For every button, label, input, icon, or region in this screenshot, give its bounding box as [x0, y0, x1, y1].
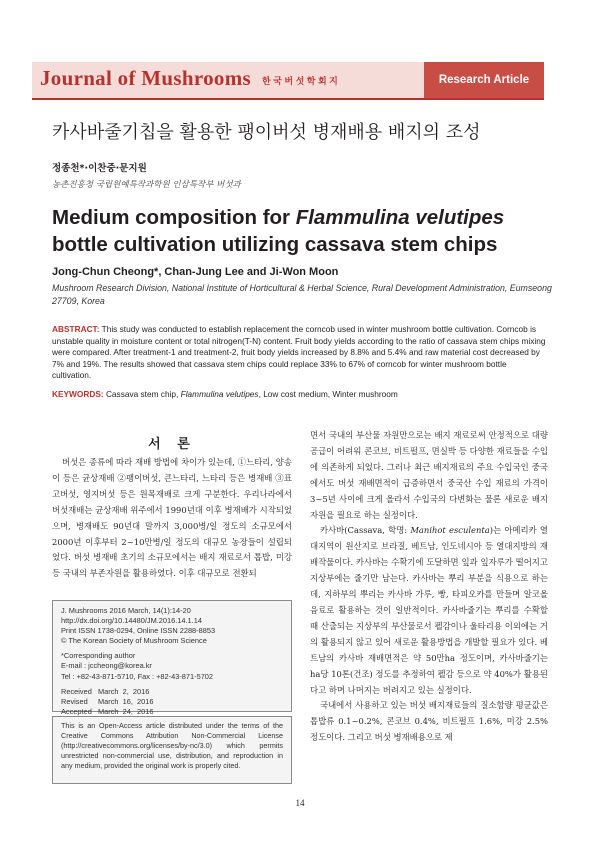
received-date: Received March 2, 2016	[61, 686, 150, 696]
section-title-introduction: 서 론	[148, 437, 196, 452]
left-column	[52, 455, 292, 582]
page-number: 14	[295, 798, 305, 808]
corresponding-author-label: *Corresponding author	[61, 651, 136, 661]
keywords-text-1: Cassava stem chip,	[105, 389, 181, 399]
scientific-name: Manihot esculenta	[410, 525, 490, 536]
english-title-part1: Medium composition for	[52, 206, 296, 229]
open-access-notice: This is an Open-Access article distributed under the terms of the Creative Commons Attribution Non-Commercial License (http://creativecommons.org/licenses/by-nc/3.0) which permits unrestricted non-commercial use, distribution, and reproduction in any medium, provided the original work is properly cited.	[52, 716, 292, 784]
issn: Print ISSN 1738-0294, Online ISSN 2288-8853	[61, 626, 216, 636]
copyright: © The Korean Society of Mushroom Science	[61, 636, 207, 646]
header-rule	[32, 98, 544, 100]
abstract-label: ABSTRACT:	[52, 324, 100, 334]
article-info-box	[52, 600, 292, 716]
article-type-badge: Research Article	[424, 62, 544, 98]
korean-affiliation: 농촌진흥청 국립원예특작과학원 인삼특작부 버섯과	[52, 180, 241, 190]
abstract	[52, 324, 548, 382]
abstract-text: This study was conducted to establish replacement the corncob used in winter mushroom bottle cultivation. Corncob is unstable quality in moisture content or total nitrogen(T-N) content. Fruit body yields according to the ratio of cassava stem chips mixing were compared. After treatment-1 and treatment-2, fruit body yields increased by 8.8% and 5.4% and raw material cost decreased by 7% and 19%. The results showed that cassava stem chips could replace 33% to 67% of corncob for winter mushroom bottle cultivation.	[52, 324, 546, 381]
body-paragraph	[310, 523, 548, 698]
keywords	[52, 389, 548, 399]
body-paragraph: 국내에서 사용하고 있는 버섯 배지재료들의 질소함량 평균값은 톱밥류 0.1~0.2%, 콘코브 0.4%, 비트펄프 1.6%, 미강 2.5% 정도이다. 그리고 버섯 병재배용으로 제	[310, 700, 548, 743]
right-column	[310, 428, 548, 746]
korean-authors: 정종천*·이찬중·문지원	[52, 163, 147, 174]
keywords-species: Flammulina velutipes	[180, 389, 259, 399]
doi-link[interactable]: http://dx.doi.org/10.14480/JM.2016.14.1.14	[61, 616, 202, 626]
english-title	[52, 204, 552, 258]
english-title-part2: bottle cultivation utilizing cassava stem chips	[52, 233, 498, 256]
citation: J. Mushrooms 2016 March, 14(1):14-20	[61, 606, 191, 615]
journal-title: Journal of Mushrooms	[40, 66, 251, 90]
email: E-mail : jccheong@korea.kr	[61, 661, 152, 671]
body-paragraph: 면서 국내의 부산물 자원만으로는 배지 재료로써 안정적으로 대량 공급이 어려워 콘코브, 비트펄프, 면실박 등 다양한 재료들을 수입에 의존하게 되었다. 그러나 최근 배지재료의 주요 수입국인 중국에서도 버섯 재배면적이 급증하면서 중국산 수입 재료의 가격이 3~5년 사이에 크게 올라서 수입국의 다변화는 물론 새로운 배지 자원을 필요로 하는 실정이다.	[310, 430, 548, 520]
society-name: 한국버섯학회지	[262, 77, 341, 87]
keywords-label: KEYWORDS:	[52, 389, 104, 399]
english-authors: Jong-Chun Cheong*, Chan-Jung Lee and Ji-Won Moon	[52, 266, 339, 278]
english-affiliation: Mushroom Research Division, National Institute of Horticultural & Herbal Science, Rural Development Administration, Eumseong 27709, Korea	[52, 283, 552, 306]
body-paragraph: 버섯은 종류에 따라 재배 방법에 차이가 있는데, ①느타리, 양송이 등은 균상재배 ②팽이버섯, 큰느타리, 느타리 등은 병재배 ③표고버섯, 영지버섯 등은 원목재배로 크게 구분한다. 우리나라에서 버섯재배는 균상재배 위주에서 1990년대 이후 병재배가 시작되었으며, 병재배도 90년대 말까지 3,000병/일 정도의 소규모에서 2000년 이후부터 2~10만병/일 정도의 대규모 농장들이 설립되었다. 버섯 병재배 초기의 소규모에서는 배지 재료로서 톱밥, 미강 등 국내의 부존자원을 활용하였다. 이후 대규모로 전환되	[52, 457, 292, 579]
keywords-text-2: , Low cost medium, Winter mushroom	[258, 389, 398, 399]
accepted-date: Accepted March 24, 2016	[61, 706, 154, 716]
revised-date: Revised March 16, 2016	[61, 696, 154, 706]
english-title-species: Flammulina velutipes	[295, 206, 505, 229]
korean-title: 카사바줄기칩을 활용한 팽이버섯 병재배용 배지의 조성	[52, 122, 481, 143]
tel-fax: Tel : +82-43-871-5710, Fax : +82-43-871-5702	[61, 671, 214, 681]
cassava-intro: 카사바(Cassava, 학명:	[320, 525, 411, 536]
cassava-description: )는 아메리카 열대지역이 원산지로 브라질, 베트남, 인도네시아 등 열대지방의 재배작물이다. 카사바는 수확기에 도달하면 잎과 잎자루가 떨어지고 지상부에는 줄기만 남는다. 카사바는 뿌리 부분을 식용으로 하는데, 지하부의 뿌리는 카사바 가루, 빵, 타피오카를 만들며 알코올음료로 활용하는 것이 일반적이다. 카사바줄기는 뿌리를 수확할 때 산출되는 지상부의 부산물로서 펠감이나 울타리용 이외에는 거의 활용되지 않고 있어 새로운 활용방법을 개발할 필요가 있다. 베트남의 카사바 재배면적은 약 50만ha 정도이며, 카사바줄기는 ha당 10톤(건조) 정도를 추정하여 펠감 등으로 약 40%가 활용된다고 하며 나머지는 버려지고 있는 실정이다.	[310, 525, 548, 695]
